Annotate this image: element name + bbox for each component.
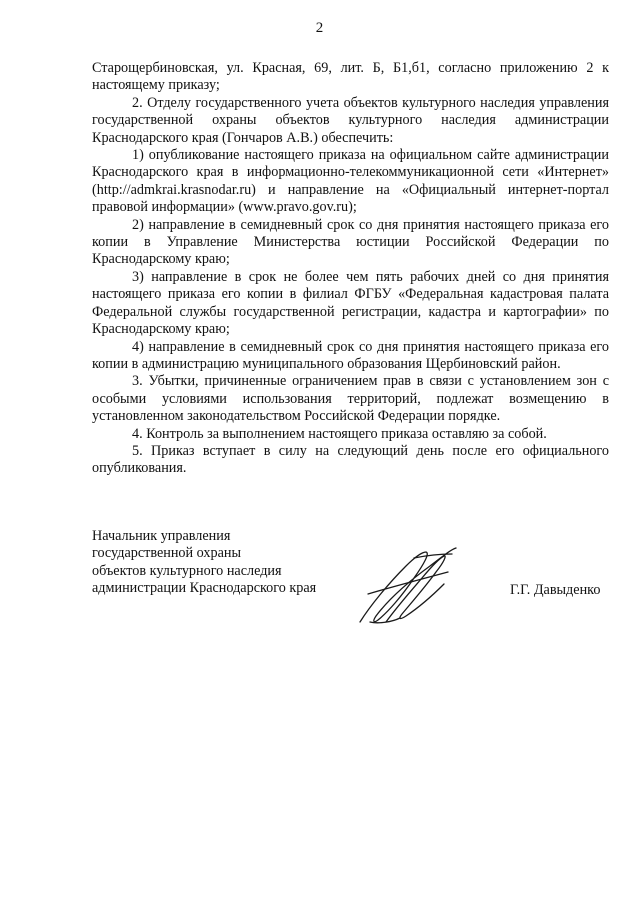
paragraph-item-4: 4. Контроль за выполнением настоящего приказа оставляю за собой.: [132, 425, 547, 442]
signature-block: [92, 528, 612, 628]
paragraph-subitem-2: 2) направление в семидневный срок со дня принятия настоящего приказа его копии в Управление Министерства юстиции Российской Федерации по Краснодарскому краю;: [92, 216, 609, 268]
signatory-title-line: объектов культурного наследия: [92, 562, 282, 579]
paragraph-item-5: 5. Приказ вступает в силу на следующий день после его официального опубликования.: [92, 442, 609, 477]
handwritten-signature-icon: [348, 536, 468, 628]
page-number: 2: [315, 20, 324, 36]
paragraph-item-3: 3. Убытки, причиненные ограничением прав в связи с установлением зон с особыми условиями использования территорий, подлежат возмещению в установленном законодательством Российской Федерации порядке.: [92, 373, 609, 425]
paragraph-item-2: 2. Отделу государственного учета объектов культурного наследия управления государственной охраны объектов культурного наследия администрации Краснодарского края (Гончаров А.В.) обеспечить:: [92, 94, 609, 146]
signatory-title-line: Начальник управления: [92, 528, 231, 544]
paragraph-subitem-3: 3) направление в срок не более чем пять рабочих дней со дня принятия настоящего приказа его копии в филиал ФГБУ «Федеральная кадастровая палата Федеральной службы государственной регистрации, кадастра и картографии» по Краснодарскому краю;: [92, 268, 609, 338]
paragraph-subitem-1: 1) опубликование настоящего приказа на официальном сайте администрации Краснодарского края в информационно-телекоммуникационной сети «Интернет» (http://admkrai.krasnodar.ru) и направление на «Официальный интернет-портал правовой информации» (www.pravo.gov.ru);: [92, 147, 609, 216]
paragraph-continuation: Старощербиновская, ул. Красная, 69, лит. Б, Б1,б1, согласно приложению 2 к настоящему приказу;: [92, 60, 609, 94]
signatory-name: Г.Г. Давыденко: [510, 582, 601, 598]
paragraph-subitem-4: 4) направление в семидневный срок со дня принятия настоящего приказа его копии в администрацию муниципального образования Щербиновский район.: [92, 338, 609, 372]
document-body: [92, 60, 609, 478]
signatory-title-line: государственной охраны: [92, 545, 242, 562]
signatory-title-line: администрации Краснодарского края: [92, 580, 317, 597]
signatory-title: [92, 528, 352, 598]
